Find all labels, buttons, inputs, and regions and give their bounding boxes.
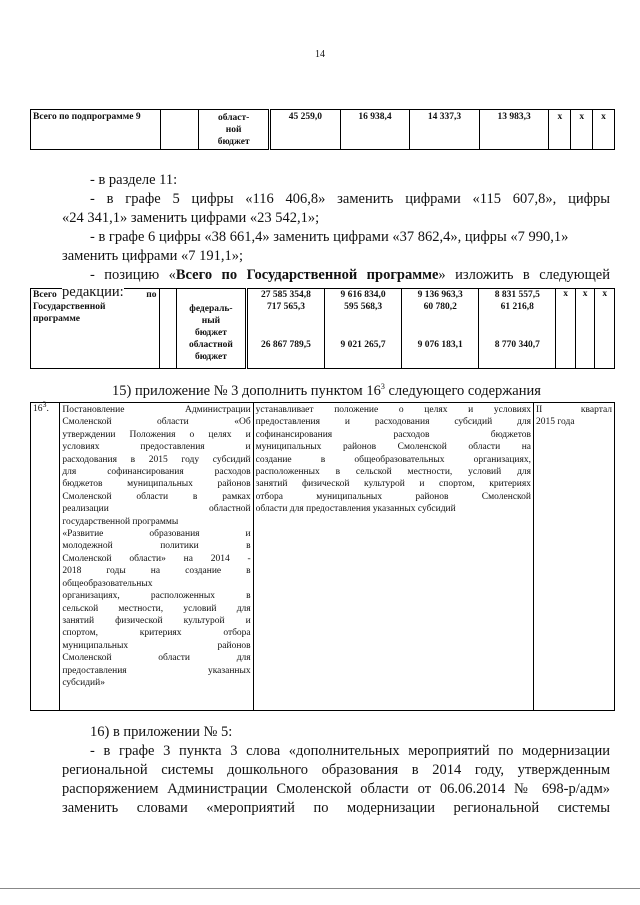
value-2014: 16 938,4 <box>340 110 410 150</box>
value-total: 45 259,0 <box>269 110 340 150</box>
column-2014: 9 616 834,0 595 568,3 9 021 265,7 <box>325 289 402 369</box>
x-mark: x <box>571 110 593 150</box>
column-2015: 9 136 963,3 60 780,2 9 076 183,1 <box>402 289 479 369</box>
column-total: 27 585 354,8 717 565,3 26 867 789,5 <box>246 289 324 369</box>
regulation-title: Постановление Администрации Смоленской области «Об утверждении Положения о целях и условиях предоставления и расходования в 2015 году субсидий для софинансирования расходов бюджетов муниципальных районов Смоленской области в рамках реализации областной государственной программы «Развитие образования и молодежной политики в Смоленской области» на 2014 - 2018 годы на создание в общеобразовательных организациях, расположенных в сельской местности, условий для занятий физической культурой и спортом, критериях отбора муниципальных районов Смоленской области для предоставления указанных субсидий» <box>60 403 253 711</box>
appendix-3-item-table <box>30 399 615 711</box>
program-total-label: Всего по Государственной программе <box>31 289 160 369</box>
section-11-line3b: редакции: <box>62 284 124 300</box>
item-15-heading: 15) приложение № 3 дополнить пунктом $16^3$ следующего содержания <box>112 382 541 399</box>
section-11-line2a: - в графе 6 цифры «38 661,4» заменить цифрами «37 862,4», цифры «7 990,1» <box>90 229 569 245</box>
regulation-description: устанавливает положение о целях и условиях предоставления и расходования субсидий для софинансирования расходов бюджетов муниципальных районов Смоленской области на создание в общеобразовательных организациях, расположенных в сельской местности, условий для занятий физической культурой и спортом, критериях отбора муниципальных районов Смоленской области для предоставления указанных субсидий <box>253 403 533 711</box>
item-16-intro: 16) в приложении № 5: <box>90 724 233 740</box>
item-number: $16^3$. <box>31 403 60 711</box>
deadline: II квартал 2015 года <box>534 403 615 711</box>
x-mark: x <box>593 110 615 150</box>
item-16-line3: распоряжением Администрации Смоленской области от 06.06.2014 № 698-р/адм» <box>62 781 610 797</box>
subprogram-9-total-table <box>30 109 615 150</box>
section-11-intro: - в разделе 11: <box>90 172 178 188</box>
item-16-line1: - в графе 3 пункта 3 слова «дополнительных мероприятий по модернизации <box>90 743 610 759</box>
subprogram-total-label: Всего по подпрограмме 9 <box>31 110 161 150</box>
section-11-line2b: заменить цифрами «7 191,1»; <box>62 248 244 264</box>
value-2016: 13 983,3 <box>479 110 549 150</box>
section-11-line1a: - в графе 5 цифры «116 406,8» заменить цифрами «115 607,8», цифры <box>90 191 610 207</box>
budget-type: област- ной бюджет <box>199 110 270 150</box>
section-11-line1b: «24 341,1» заменить цифрами «23 542,1»; <box>62 210 320 226</box>
page-bottom-divider <box>0 888 640 889</box>
item-16-line2: региональной системы дошкольного образования в 2014 году, утвержденным <box>62 762 610 778</box>
x-mark: x <box>556 289 576 369</box>
column-2016: 8 831 557,5 61 216,8 8 770 340,7 <box>479 289 556 369</box>
section-11-line3a: - позицию «Всего по Государственной программе» изложить в следующей <box>90 267 610 283</box>
x-mark: x <box>595 289 615 369</box>
value-2015: 14 337,3 <box>410 110 480 150</box>
budget-types: федераль- ный бюджет областной бюджет <box>176 289 246 369</box>
item-16-line4: заменить словами «мероприятий по модернизации региональной системы <box>62 800 610 816</box>
x-mark: x <box>575 289 595 369</box>
page-number: 14 <box>315 49 325 60</box>
x-mark: x <box>549 110 571 150</box>
